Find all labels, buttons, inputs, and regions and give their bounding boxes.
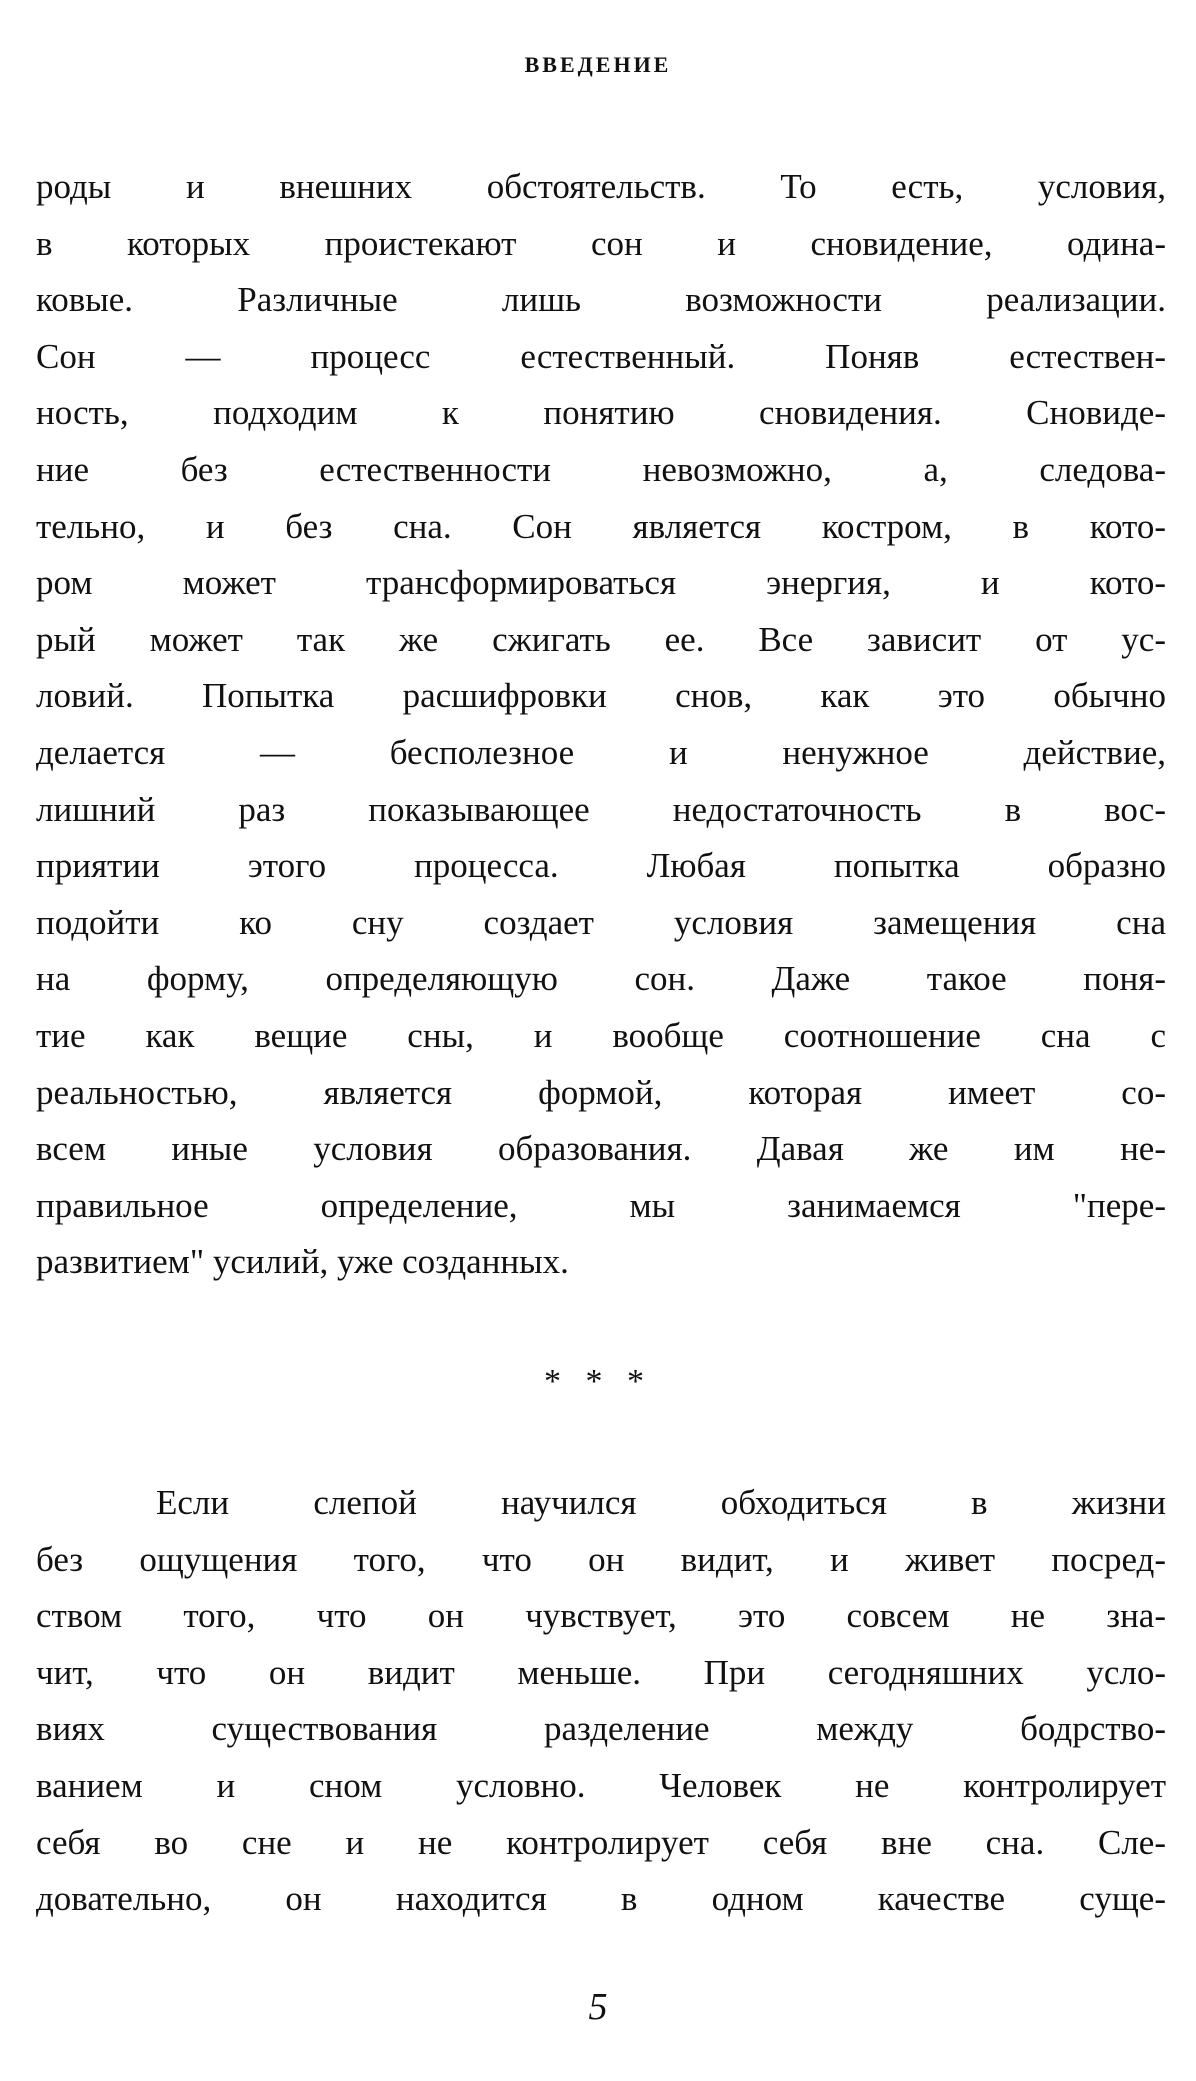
text-line: тие как вещие сны, и вообще соотношение сна с (36, 1015, 1166, 1055)
text-line: без ощущения того, что он видит, и живет посред- (36, 1539, 1166, 1579)
page-number: 5 (588, 1986, 608, 2028)
text-line: чит, что он видит меньше. При сегодняшних усло- (36, 1652, 1166, 1692)
text-line: ние без естественности невозможно, а, следова- (36, 449, 1166, 489)
section-separator: * * * (544, 1363, 652, 1400)
text-line: ством того, что он чувствует, это совсем не зна- (36, 1596, 1166, 1636)
text-line: тельно, и без сна. Сон является костром, в кото- (36, 506, 1166, 546)
text-line: на форму, определяющую сон. Даже такое поня- (36, 959, 1166, 999)
text-line: виях существования разделение между бодрство- (36, 1709, 1166, 1749)
text-line: себя во сне и не контролирует себя вне сна. Сле- (36, 1822, 1166, 1862)
text-line: Если слепой научился обходиться в жизни (156, 1483, 1166, 1522)
text-line: роды и внешних обстоятельств. То есть, условия, (36, 167, 1166, 206)
text-line: рый может так же сжигать ее. Все зависит от ус- (36, 619, 1166, 659)
paragraph (36, 159, 1166, 1291)
running-header: ВВЕДЕНИЕ (524, 52, 672, 77)
text-line: Сон — процесс естественный. Поняв естествен- (36, 336, 1166, 376)
text-line: развитием" усилий, уже созданных. (36, 1242, 569, 1282)
text-line: подойти ко сну создает условия замещения сна (36, 902, 1166, 942)
text-line: всем иные условия образования. Давая же им не- (36, 1129, 1166, 1169)
text-line: приятии этого процесса. Любая попытка образно (36, 846, 1166, 886)
text-line: правильное определение, мы занимаемся "пере- (36, 1185, 1166, 1225)
text-line: ковые. Различные лишь возможности реализации. (36, 280, 1166, 320)
text-line: ванием и сном условно. Человек не контролирует (36, 1765, 1166, 1805)
text-line: ловий. Попытка расшифровки снов, как это обычно (36, 676, 1166, 716)
text-line: в которых проистекают сон и сновидение, одина- (36, 223, 1166, 263)
text-line: лишний раз показывающее недостаточность в вос- (36, 789, 1166, 829)
text-line: ром может трансформироваться энергия, и кото- (36, 563, 1166, 603)
text-line: реальностью, является формой, которая имеет со- (36, 1072, 1166, 1112)
text-line: довательно, он находится в одном качестве суще- (36, 1879, 1166, 1919)
paragraph (36, 1475, 1166, 1928)
text-line: делается — бесполезное и ненужное действие, (36, 732, 1166, 772)
text-line: ность, подходим к понятию сновидения. Сновиде- (36, 393, 1166, 433)
